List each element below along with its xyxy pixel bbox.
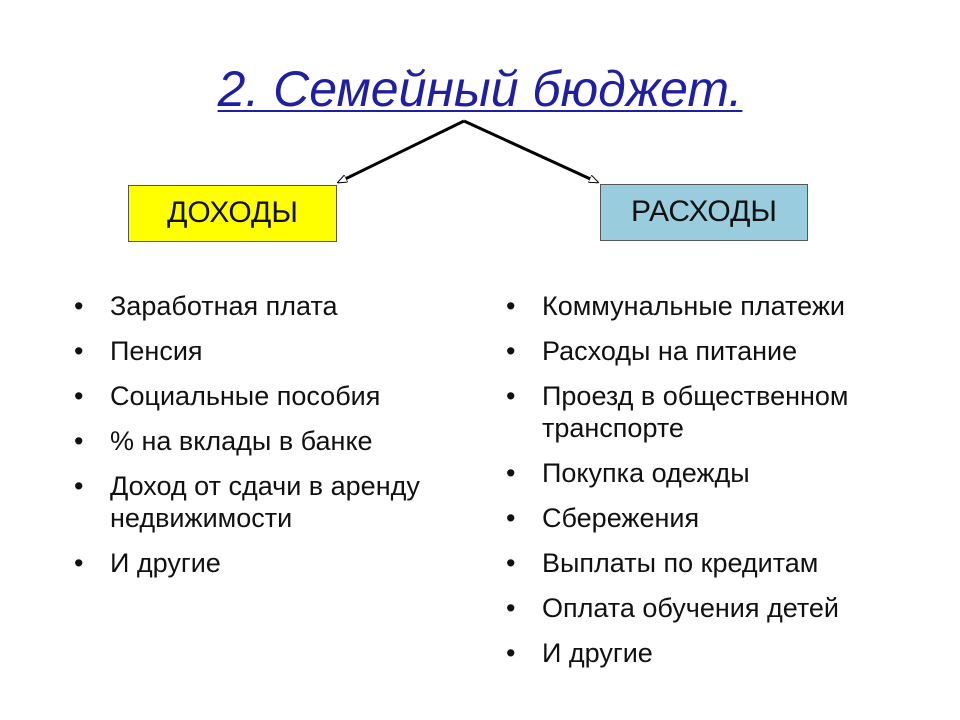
- arrow-to-expenses: [464, 121, 597, 182]
- income-item: • И другие: [74, 547, 494, 579]
- branch-arrows: [0, 0, 960, 200]
- income-item: • Доход от сдачи в аренду недвижимости: [74, 470, 494, 534]
- expense-item: • Сбережения: [506, 502, 946, 534]
- expense-item: • Расходы на питание: [506, 335, 946, 367]
- expenses-box: РАСХОДЫ: [600, 184, 808, 241]
- expense-item: • Покупка одежды: [506, 457, 946, 489]
- income-item: • % на вклады в банке: [74, 425, 494, 457]
- income-box: ДОХОДЫ: [128, 185, 337, 242]
- income-item: • Пенсия: [74, 335, 494, 367]
- expense-item: • Проезд в общественном транспорте: [506, 380, 946, 444]
- expense-item: • И другие: [506, 637, 946, 669]
- expenses-list: [506, 290, 946, 682]
- arrow-to-income: [339, 121, 464, 182]
- income-list: [74, 290, 494, 592]
- expense-item: • Коммунальные платежи: [506, 290, 946, 322]
- expense-item: • Оплата обучения детей: [506, 592, 946, 624]
- page-title: 2. Семейный бюджет.: [217, 61, 743, 117]
- income-item: • Заработная плата: [74, 290, 494, 322]
- expense-item: • Выплаты по кредитам: [506, 547, 946, 579]
- income-item: • Социальные пособия: [74, 380, 494, 412]
